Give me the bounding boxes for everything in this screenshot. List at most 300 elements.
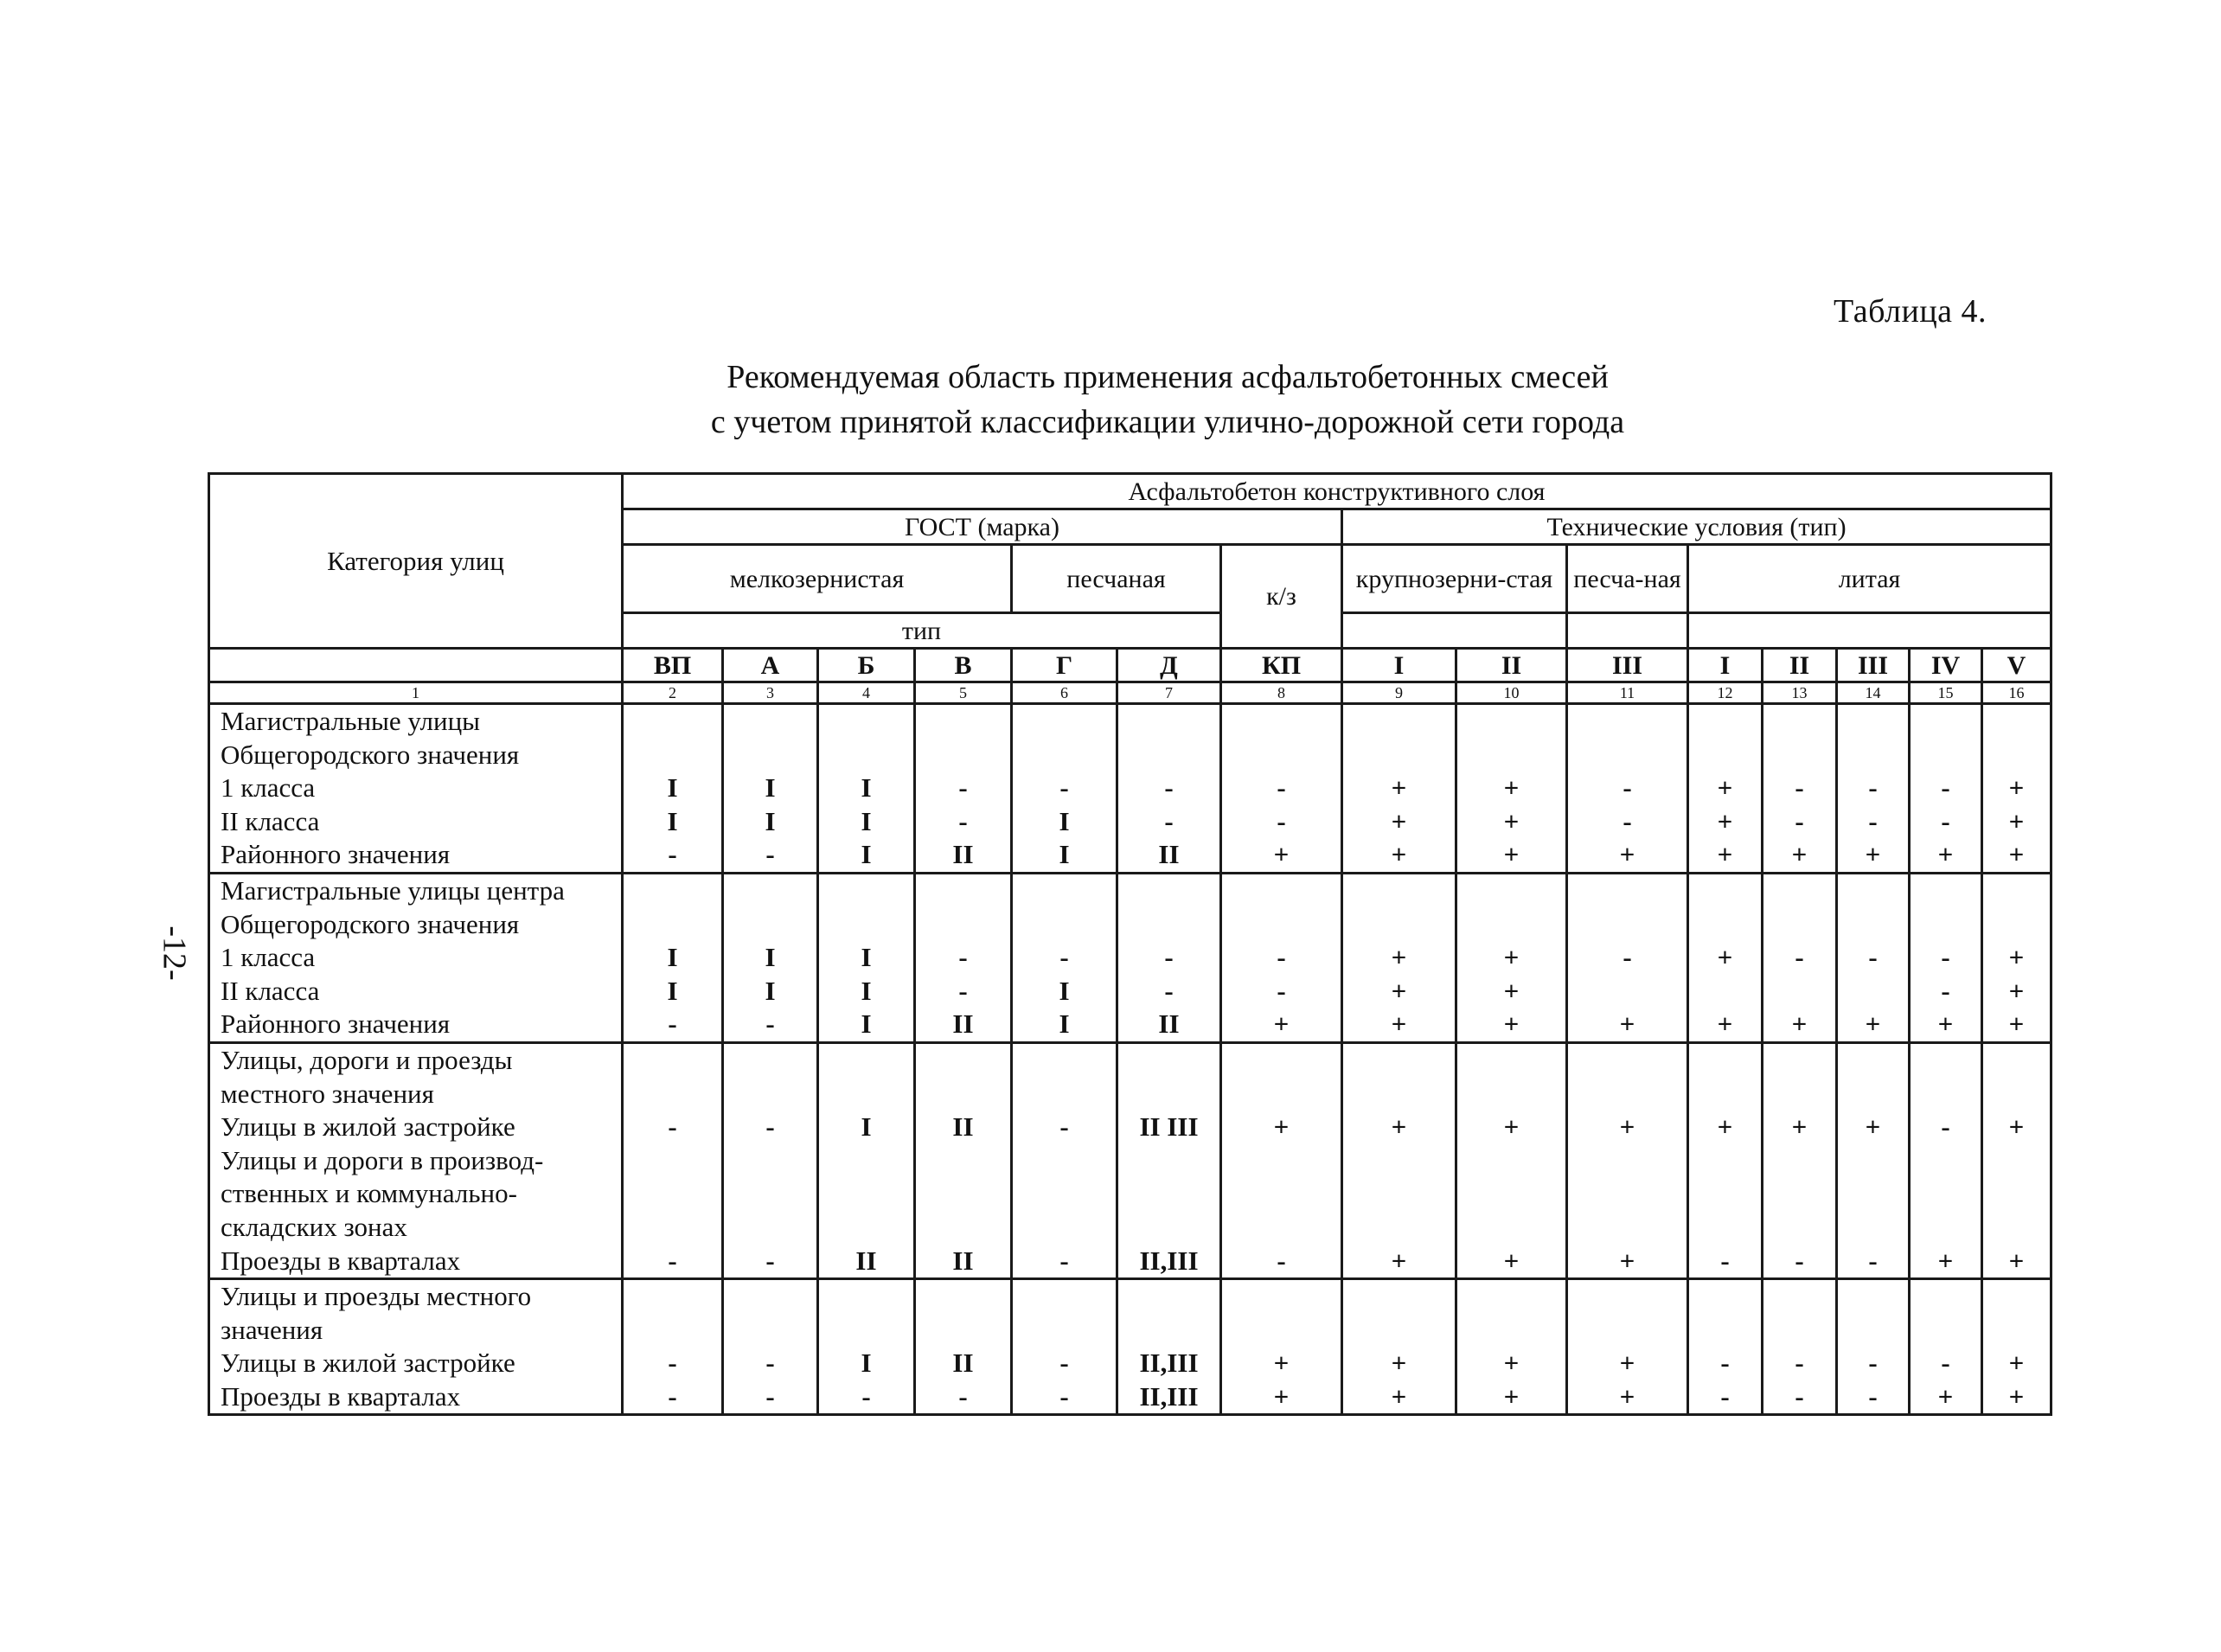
value-line: + [1503,805,1520,836]
value-line [916,1211,1010,1245]
value-line [1457,705,1565,739]
value-cell [1221,1279,1342,1415]
value-line [1222,1078,1341,1111]
value-line [1457,1314,1565,1348]
value-line: + [1937,1245,1954,1276]
category-label-line: Общегородского значения [221,739,520,770]
column-header: IV [1910,649,1982,682]
value-line [624,1280,721,1314]
value-cell [1567,704,1688,874]
value-line: II [952,1348,974,1379]
value-line: + [1619,1008,1635,1040]
column-number: 6 [1012,682,1117,704]
value-line [1911,1144,1981,1178]
value-cell [1982,1042,2051,1278]
value-line: - [958,805,968,836]
value-line [1343,1044,1455,1078]
value-line: - [1795,772,1804,804]
value-line [1118,1044,1219,1078]
value-line [1013,1078,1116,1111]
value-line [1689,908,1761,942]
value-line [1343,1177,1455,1211]
value-line: I [667,772,678,804]
value-line: + [2008,942,2025,973]
value-line [1222,1280,1341,1314]
value-line: + [1273,1111,1290,1143]
value-line [1911,1314,1981,1348]
value-line: I [765,772,776,804]
column-number: 7 [1117,682,1221,704]
column-header: Г [1012,649,1117,682]
value-line [1689,874,1761,908]
value-line [624,1044,721,1078]
value-line [724,705,816,739]
column-number: 16 [1982,682,2051,704]
category-label-line: Магистральные улицы центра [221,874,565,906]
value-line [724,908,816,942]
value-line: II [1158,839,1180,870]
value-line [1763,1211,1835,1245]
value-line: II [952,1008,974,1040]
value-line: - [1059,772,1069,804]
header-gost: ГОСТ (марка) [623,509,1342,545]
value-line [1013,1280,1116,1314]
value-line: - [765,1111,775,1143]
header-empty-sandy [1567,613,1688,649]
category-label-cell [209,1042,623,1278]
value-line: + [1391,1008,1407,1040]
value-line: + [2008,772,2025,804]
value-line: - [1277,1245,1286,1276]
value-line [1763,1078,1835,1111]
value-line [1838,1078,1908,1111]
value-line: - [958,975,968,1006]
category-label-line: Улицы в жилой застройке [221,1111,515,1143]
value-line: + [1865,1008,1881,1040]
value-line: - [765,1380,775,1412]
category-label-cell [209,873,623,1042]
value-line: + [1273,839,1290,870]
value-cell [1456,1042,1567,1278]
value-line: + [1865,1111,1881,1143]
header-fine-grained: мелкозернистая [623,545,1012,613]
value-line: + [1717,839,1733,870]
value-line: I [1059,839,1070,870]
value-line: - [1059,1348,1069,1379]
value-line [1689,975,1761,1008]
value-line [1838,1314,1908,1348]
header-blank-cell [209,649,623,682]
value-line [1689,1078,1761,1111]
value-line [916,1044,1010,1078]
value-line [819,1280,913,1314]
column-header: I [1688,649,1763,682]
value-cell [723,1042,818,1278]
value-cell [1982,704,2051,874]
value-line [1838,1177,1908,1211]
value-line [819,908,913,942]
value-cell [723,873,818,1042]
column-header: ВП [623,649,723,682]
value-line: - [1941,805,1950,836]
category-label-cell [209,1279,623,1415]
value-cell [1012,873,1117,1042]
value-line [724,1211,816,1245]
category-label-line: II класса [221,805,320,836]
value-line: + [1717,805,1733,836]
value-line: - [1059,1111,1069,1143]
value-cell [818,1279,915,1415]
value-line [916,1177,1010,1211]
value-line [1222,908,1341,942]
value-line [1222,739,1341,772]
value-line [1343,1211,1455,1245]
value-line [1838,705,1908,739]
value-line [916,1314,1010,1348]
category-label-line: Улицы, дороги и проезды [221,1044,513,1075]
category-group-row [209,1279,2051,1415]
value-cell [1117,704,1221,874]
column-header: II [1456,649,1567,682]
value-line [1911,739,1981,772]
value-line: + [2008,805,2025,836]
value-cell [1837,1042,1910,1278]
column-number: 1 [209,682,623,704]
value-cell [1456,704,1567,874]
value-line [1983,1177,2050,1211]
value-cell [1012,704,1117,874]
column-number: 9 [1342,682,1456,704]
category-label-line: складских зонах [221,1211,407,1242]
value-line [1222,1211,1341,1245]
value-line [1568,874,1687,908]
value-line: + [1791,1111,1808,1143]
value-line: II [952,839,974,870]
value-line: - [1941,772,1950,804]
value-line [1568,1044,1687,1078]
value-line: II [1158,1008,1180,1040]
column-number: 15 [1910,682,1982,704]
value-line [1457,1280,1565,1314]
value-line: + [2008,1348,2025,1379]
value-line [1689,1211,1761,1245]
value-line [819,1044,913,1078]
value-line: + [1391,1245,1407,1276]
column-header: III [1567,649,1688,682]
value-line [1911,705,1981,739]
column-number: 11 [1567,682,1688,704]
value-line: + [1503,942,1520,973]
value-line [1983,874,2050,908]
value-line: + [1717,1008,1733,1040]
value-line: + [1937,1380,1954,1412]
value-line [1457,739,1565,772]
value-line [1343,908,1455,942]
value-line: - [958,1380,968,1412]
value-line [1343,1078,1455,1111]
value-line [1689,1044,1761,1078]
table-title-line-1: Рекомендуемая область применения асфальтобетонных смесей [726,359,1609,395]
value-line: - [1941,1348,1950,1379]
value-cell [1221,1042,1342,1278]
value-cell [1012,1279,1117,1415]
value-line: + [1619,1380,1635,1412]
value-cell [1117,1279,1221,1415]
value-line [1568,739,1687,772]
value-line [1689,1144,1761,1178]
value-line [1118,1078,1219,1111]
value-cell [915,873,1012,1042]
value-line: + [2008,839,2025,870]
value-line [1118,705,1219,739]
value-line: + [2008,1008,2025,1040]
value-line: + [1503,839,1520,870]
value-cell [1763,1279,1837,1415]
value-line [1911,908,1981,942]
value-line [916,1078,1010,1111]
value-line [1568,1314,1687,1348]
value-cell [818,704,915,874]
value-line [1118,1177,1219,1211]
value-line [1343,1280,1455,1314]
value-cell [818,1042,915,1278]
category-label-line: местного значения [221,1078,434,1109]
value-line: - [1623,942,1632,973]
value-line [1222,705,1341,739]
value-line: - [1164,805,1174,836]
value-line [1568,1280,1687,1314]
value-cell [1117,873,1221,1042]
value-line: - [765,1008,775,1040]
category-label-line: Проезды в кварталах [221,1245,461,1276]
value-line [1013,1314,1116,1348]
value-cell [1982,873,2051,1042]
value-line [724,874,816,908]
column-number: 10 [1456,682,1567,704]
value-cell [1456,873,1567,1042]
category-label-line: 1 класса [221,942,316,973]
value-line [819,1314,913,1348]
value-cell [1567,1042,1688,1278]
value-line: - [668,1008,677,1040]
value-line: - [1277,942,1286,973]
value-line [1911,1078,1981,1111]
value-line [819,1144,913,1178]
value-line [1118,739,1219,772]
value-line [1763,739,1835,772]
column-number: 14 [1837,682,1910,704]
value-line: - [1164,975,1174,1006]
value-cell [1763,1042,1837,1278]
value-line [1983,1314,2050,1348]
value-line [1568,1177,1687,1211]
value-line: - [1941,975,1950,1006]
category-label-line: Улицы и дороги в производ- [221,1144,544,1175]
value-line [1568,1078,1687,1111]
value-line: - [1868,942,1878,973]
value-line: - [1868,772,1878,804]
header-cast: литая [1688,545,2051,613]
value-line: - [1795,805,1804,836]
category-label-line: Районного значения [221,839,451,870]
value-line: - [668,1245,677,1276]
value-line: - [958,772,968,804]
value-cell [1567,1279,1688,1415]
value-line: II [855,1245,877,1276]
value-line: - [1941,1111,1950,1143]
value-line [1838,975,1908,1008]
value-line: + [1391,772,1407,804]
value-cell [1763,873,1837,1042]
value-line: - [1059,1380,1069,1412]
value-cell [1763,704,1837,874]
value-line [1983,1211,2050,1245]
value-cell [915,1042,1012,1278]
value-line: - [1059,1245,1069,1276]
value-line [1983,1078,2050,1111]
value-line: - [1623,805,1632,836]
header-category: Категория улиц [209,474,623,649]
column-header: Д [1117,649,1221,682]
value-line: - [1941,942,1950,973]
value-line [1222,874,1341,908]
value-line [724,739,816,772]
value-line: + [1717,772,1733,804]
value-line: I [861,839,872,870]
value-cell [623,1042,723,1278]
column-header: В [915,649,1012,682]
value-line [624,739,721,772]
value-line: - [1720,1348,1730,1379]
value-line: I [667,942,678,973]
value-line [1568,705,1687,739]
value-line: II,III [1139,1348,1199,1379]
value-line [1118,1280,1219,1314]
value-line [624,1314,721,1348]
value-line [1983,1044,2050,1078]
value-cell [1012,1042,1117,1278]
value-line: - [1277,975,1286,1006]
value-line: II III [1139,1111,1199,1143]
value-line [1118,874,1219,908]
value-line: II [952,1111,974,1143]
value-line: + [1273,1380,1290,1412]
value-line [819,1211,913,1245]
value-cell [1221,704,1342,874]
value-line [1343,739,1455,772]
value-line [1222,1144,1341,1178]
value-line [1343,874,1455,908]
value-line: + [1273,1008,1290,1040]
table-number: Таблица 4. [1834,293,1987,330]
value-line: + [1937,1008,1954,1040]
value-line: + [1391,1380,1407,1412]
value-line [1457,1177,1565,1211]
category-label-line: Улицы и проезды местного [221,1281,532,1312]
value-line: + [1503,1380,1520,1412]
category-group-row [209,1042,2051,1278]
value-line: I [861,975,872,1006]
value-line [724,1044,816,1078]
value-line: - [1868,1245,1878,1276]
value-cell [1910,1279,1982,1415]
value-line: I [765,805,776,836]
value-line: I [667,975,678,1006]
value-cell [915,1279,1012,1415]
column-header: III [1837,649,1910,682]
table-title-line-2: с учетом принятой классификации улично-дорожной сети города [710,404,1625,440]
column-header: I [1342,649,1456,682]
value-line: I [861,805,872,836]
value-line: - [765,839,775,870]
value-line [1457,1044,1565,1078]
column-number: 2 [623,682,723,704]
value-line: + [1391,942,1407,973]
value-line [1763,1177,1835,1211]
value-line [1343,705,1455,739]
value-line [819,705,913,739]
value-line [724,1144,816,1178]
column-header: КП [1221,649,1342,682]
value-line: - [1277,805,1286,836]
value-line: + [1273,1348,1290,1379]
value-cell [1837,704,1910,874]
column-number: 13 [1763,682,1837,704]
value-line [1222,1177,1341,1211]
value-line [624,1177,721,1211]
value-line [624,705,721,739]
column-header: V [1982,649,2051,682]
category-label-line: Улицы в жилой застройке [221,1348,515,1379]
value-line: + [1503,1348,1520,1379]
value-cell [1688,704,1763,874]
value-line [1763,1280,1835,1314]
value-line: + [1391,1111,1407,1143]
column-number: 12 [1688,682,1763,704]
value-line [1838,908,1908,942]
column-header: II [1763,649,1837,682]
column-number: 4 [818,682,915,704]
value-cell [1910,873,1982,1042]
value-line [1911,1044,1981,1078]
value-line: + [1391,1348,1407,1379]
value-line [1222,1044,1341,1078]
column-number: 8 [1221,682,1342,704]
value-cell [1982,1279,2051,1415]
value-line: - [668,1348,677,1379]
header-empty-cast [1688,613,2051,649]
value-line: - [1795,1245,1804,1276]
value-cell [1117,1042,1221,1278]
value-cell [1456,1279,1567,1415]
header-type: тип [623,613,1221,649]
value-line: - [1059,942,1069,973]
value-line: + [1503,1008,1520,1040]
page-number: -12- [156,925,193,981]
value-line [1763,1044,1835,1078]
value-line [1911,1280,1981,1314]
value-line [1568,975,1687,1008]
value-cell [1342,704,1456,874]
value-line: - [668,1380,677,1412]
value-line [1838,1044,1908,1078]
value-line [1838,739,1908,772]
value-line: + [1503,1245,1520,1276]
value-line: I [1059,975,1070,1006]
value-line [1689,705,1761,739]
value-line: I [861,772,872,804]
value-line: - [1623,772,1632,804]
